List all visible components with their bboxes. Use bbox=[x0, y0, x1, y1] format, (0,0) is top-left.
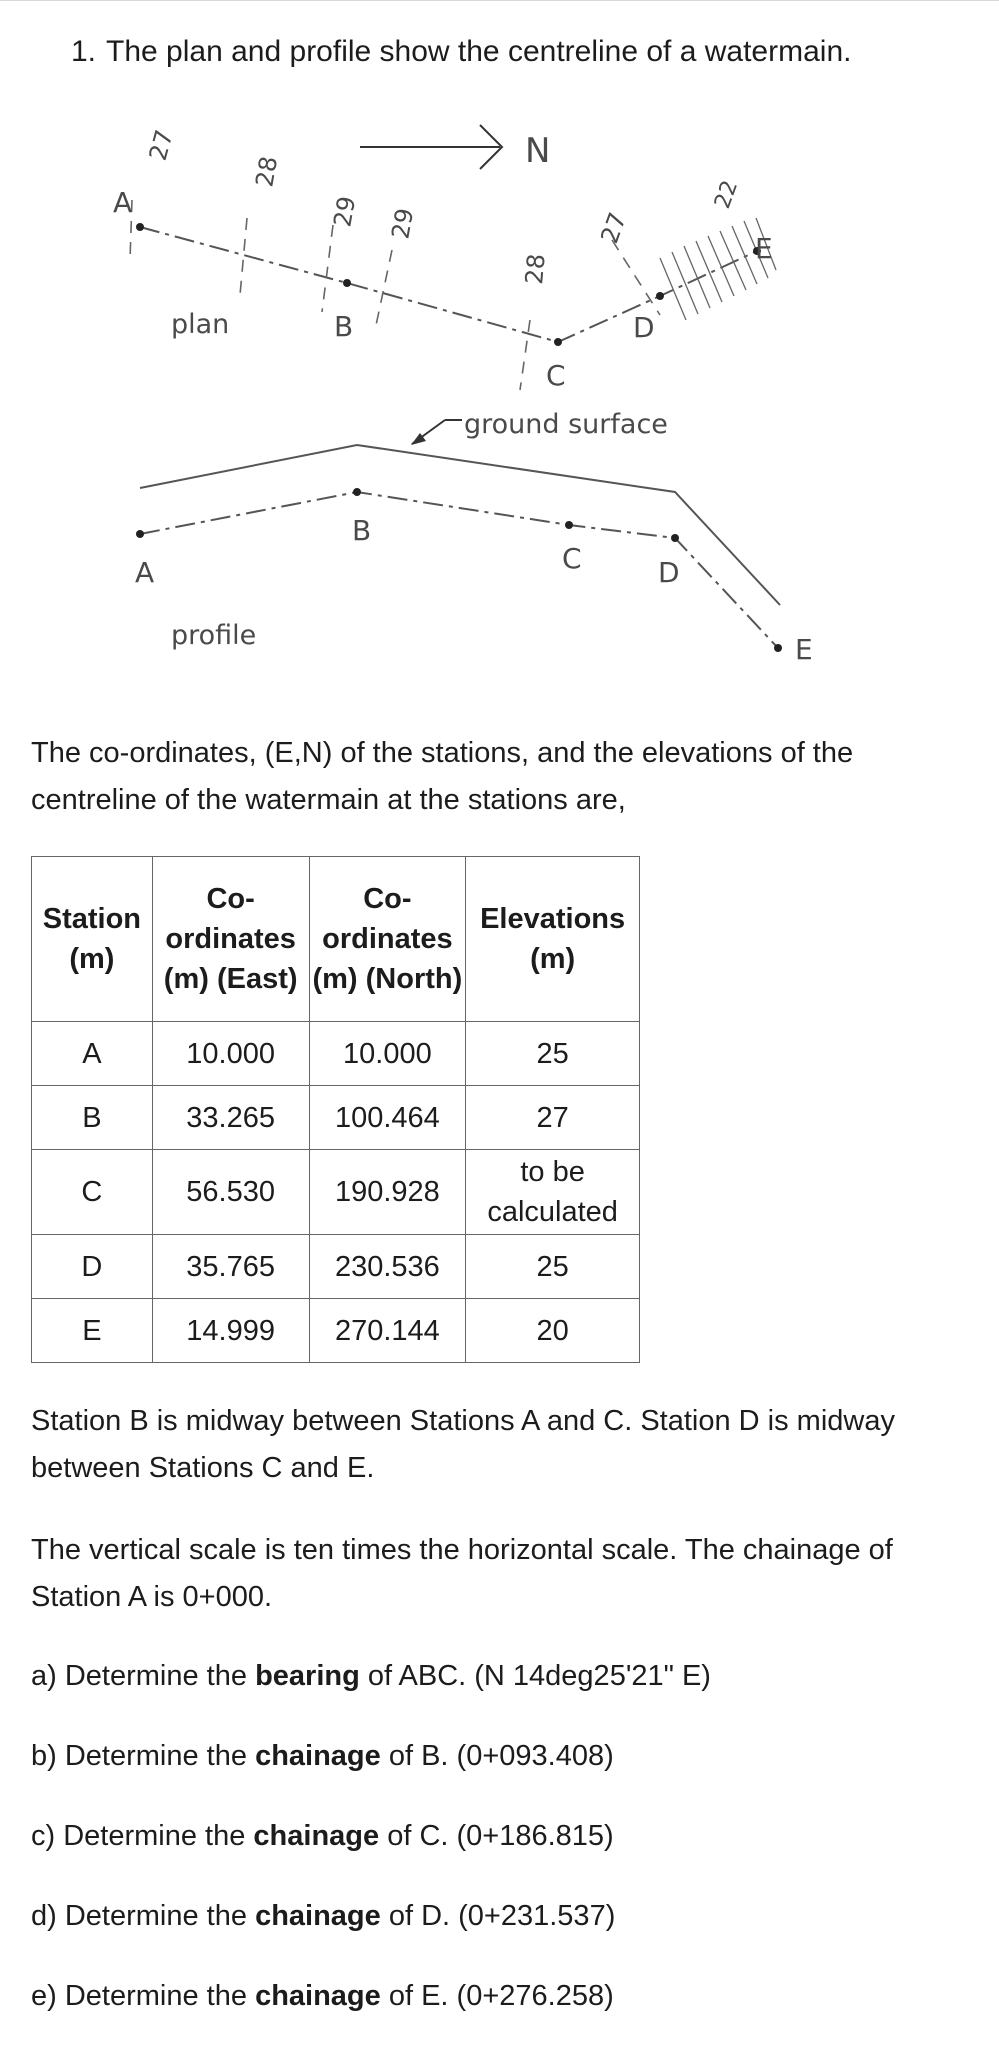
table-cell: 190.928 bbox=[309, 1150, 466, 1235]
profile-station-d-label: D bbox=[658, 556, 680, 589]
question-part-b: b) Determine the chainage of B. (0+093.408) bbox=[31, 1740, 614, 1772]
table-cell: 25 bbox=[466, 1022, 640, 1086]
page-top-divider bbox=[0, 0, 999, 1]
table-cell: C bbox=[32, 1150, 153, 1235]
profile-station-c-label: C bbox=[562, 542, 582, 575]
question-part-e: e) Determine the chainage of E. (0+276.258) bbox=[31, 1980, 614, 2012]
table-cell: 27 bbox=[466, 1086, 640, 1150]
station-table bbox=[31, 856, 640, 1363]
plan-stations bbox=[136, 223, 761, 346]
table-cell: B bbox=[32, 1086, 153, 1150]
table-row bbox=[32, 1086, 640, 1150]
contour-label: 29 bbox=[386, 206, 420, 242]
north-arrow-icon bbox=[360, 125, 502, 169]
table-cell: 20 bbox=[466, 1299, 640, 1363]
table-cell: 100.464 bbox=[309, 1086, 466, 1150]
table-cell: 56.530 bbox=[152, 1150, 309, 1235]
contour-label: 28 bbox=[520, 252, 551, 286]
table-cell: D bbox=[32, 1235, 153, 1299]
ground-surface-line bbox=[140, 445, 780, 605]
table-cell: 230.536 bbox=[309, 1235, 466, 1299]
table-cell: E bbox=[32, 1299, 153, 1363]
table-cell: 10.000 bbox=[152, 1022, 309, 1086]
table-cell: 25 bbox=[466, 1235, 640, 1299]
header-elevation: Elevations (m) bbox=[466, 857, 640, 1022]
north-label: N bbox=[525, 131, 551, 171]
table-cell: 35.765 bbox=[152, 1235, 309, 1299]
question-number: 1. bbox=[71, 35, 97, 68]
ground-surface-leader bbox=[411, 420, 462, 445]
question-part-a: a) Determine the bearing of ABC. (N 14deg25'21" E) bbox=[31, 1660, 711, 1692]
table-header-row bbox=[32, 857, 640, 1022]
profile-label: profile bbox=[171, 620, 257, 651]
table-cell: 270.144 bbox=[309, 1299, 466, 1363]
table-cell: 33.265 bbox=[152, 1086, 309, 1150]
header-station: Station (m) bbox=[32, 857, 153, 1022]
plan-station-a-label: A bbox=[113, 186, 133, 219]
table-cell: to be calculated bbox=[466, 1150, 640, 1235]
contour-label: 28 bbox=[250, 154, 284, 190]
contour-label: 22 bbox=[710, 177, 744, 213]
profile-station-b-label: B bbox=[352, 514, 372, 547]
plan-station-d-label: D bbox=[633, 311, 655, 344]
question-part-d: d) Determine the chainage of D. (0+231.537) bbox=[31, 1900, 616, 1932]
contour-label: 27 bbox=[143, 126, 179, 164]
scale-paragraph: The vertical scale is ten times the horizontal scale. The chainage of Station A is 0+000. bbox=[31, 1534, 893, 1613]
plan-label: plan bbox=[171, 309, 230, 340]
plan-station-e-label: E bbox=[755, 232, 773, 265]
plan-station-c-label: C bbox=[546, 359, 566, 392]
table-row bbox=[32, 1150, 640, 1235]
profile-station-a-label: A bbox=[135, 556, 155, 589]
header-easting: Co-ordinates (m) (East) bbox=[152, 857, 309, 1022]
contour-label: 29 bbox=[328, 194, 362, 230]
table-row bbox=[32, 1299, 640, 1363]
table-cell: A bbox=[32, 1022, 153, 1086]
header-northing: Co-ordinates (m) (North) bbox=[309, 857, 466, 1022]
plan-profile-figure bbox=[0, 100, 999, 680]
question-heading bbox=[71, 32, 851, 72]
plan-station-b-label: B bbox=[334, 310, 354, 343]
profile-station-e-label: E bbox=[795, 633, 813, 666]
table-cell: 14.999 bbox=[152, 1299, 309, 1363]
intro-paragraph: The co-ordinates, (E,N) of the stations, and the elevations of the centreline of the watermain at the stations are, bbox=[31, 737, 854, 816]
table-row bbox=[32, 1235, 640, 1299]
question-title: The plan and profile show the centreline of a watermain. bbox=[106, 35, 852, 68]
contour-label: 27 bbox=[595, 208, 633, 248]
question-part-c: c) Determine the chainage of C. (0+186.815) bbox=[31, 1820, 614, 1852]
midway-paragraph: Station B is midway between Stations A and C. Station D is midway between Stations C and E. bbox=[31, 1405, 895, 1484]
plan-centreline bbox=[140, 227, 757, 342]
table-row bbox=[32, 1022, 640, 1086]
table-cell: 10.000 bbox=[309, 1022, 466, 1086]
ground-surface-label: ground surface bbox=[464, 409, 668, 440]
